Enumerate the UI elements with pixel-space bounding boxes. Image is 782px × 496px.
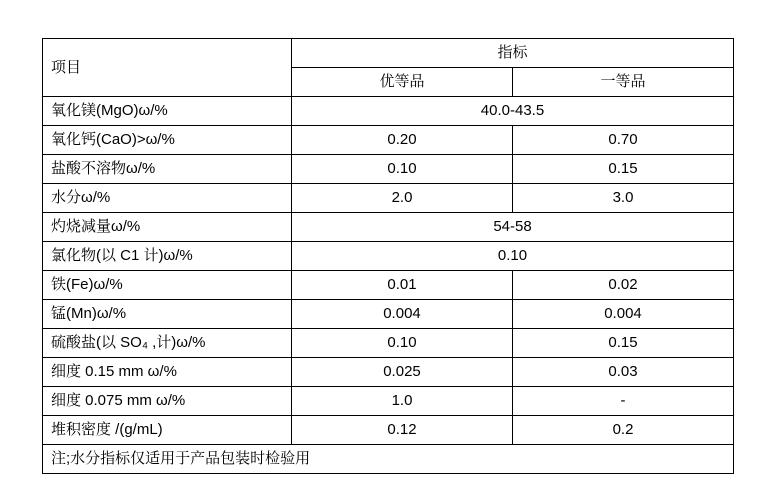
row-value-first: 0.70 — [513, 126, 734, 155]
header-index-cell: 指标 — [292, 39, 734, 68]
table-row — [43, 329, 734, 358]
row-value-span: 0.10 — [292, 242, 734, 271]
row-value-premium: 1.0 — [292, 387, 513, 416]
row-item-label: 硫酸盐(以 SO₄ ,计)ω/% — [43, 329, 292, 358]
row-item-label: 铁(Fe)ω/% — [43, 271, 292, 300]
row-value-first: 0.15 — [513, 329, 734, 358]
table-footnote-row — [43, 445, 734, 474]
row-value-premium: 0.10 — [292, 155, 513, 184]
table-row — [43, 300, 734, 329]
row-item-label: 氧化镁(MgO)ω/% — [43, 97, 292, 126]
specification-table — [42, 38, 734, 474]
row-value-first: 0.2 — [513, 416, 734, 445]
table-row — [43, 271, 734, 300]
table-row — [43, 126, 734, 155]
table-row — [43, 155, 734, 184]
table-row — [43, 97, 734, 126]
table-row — [43, 242, 734, 271]
row-value-premium: 0.20 — [292, 126, 513, 155]
row-item-label: 锰(Mn)ω/% — [43, 300, 292, 329]
row-value-span: 54-58 — [292, 213, 734, 242]
row-value-first: 0.004 — [513, 300, 734, 329]
row-value-premium: 2.0 — [292, 184, 513, 213]
row-value-span: 40.0-43.5 — [292, 97, 734, 126]
row-value-first: 0.02 — [513, 271, 734, 300]
table-header-row-1 — [43, 39, 734, 68]
header-grade-premium: 优等品 — [292, 68, 513, 97]
row-item-label: 灼烧减量ω/% — [43, 213, 292, 242]
row-value-first: 0.15 — [513, 155, 734, 184]
table-row — [43, 358, 734, 387]
row-item-label: 细度 0.075 mm ω/% — [43, 387, 292, 416]
table-footnote: 注;水分指标仅适用于产品包装时检验用 — [43, 445, 734, 474]
specification-table-wrapper — [42, 38, 734, 474]
table-row — [43, 184, 734, 213]
row-value-first: 3.0 — [513, 184, 734, 213]
header-item-cell: 项目 — [43, 39, 292, 97]
row-item-label: 水分ω/% — [43, 184, 292, 213]
row-value-premium: 0.004 — [292, 300, 513, 329]
row-value-first: - — [513, 387, 734, 416]
header-grade-first: 一等品 — [513, 68, 734, 97]
table-row — [43, 213, 734, 242]
row-item-label: 盐酸不溶物ω/% — [43, 155, 292, 184]
row-value-premium: 0.12 — [292, 416, 513, 445]
row-value-premium: 0.10 — [292, 329, 513, 358]
row-value-premium: 0.01 — [292, 271, 513, 300]
table-row — [43, 387, 734, 416]
row-value-premium: 0.025 — [292, 358, 513, 387]
table-body — [43, 39, 734, 474]
row-item-label: 细度 0.15 mm ω/% — [43, 358, 292, 387]
table-row — [43, 416, 734, 445]
row-item-label: 氧化钙(CaO)>ω/% — [43, 126, 292, 155]
row-value-first: 0.03 — [513, 358, 734, 387]
row-item-label: 堆积密度 /(g/mL) — [43, 416, 292, 445]
row-item-label: 氯化物(以 C1 计)ω/% — [43, 242, 292, 271]
